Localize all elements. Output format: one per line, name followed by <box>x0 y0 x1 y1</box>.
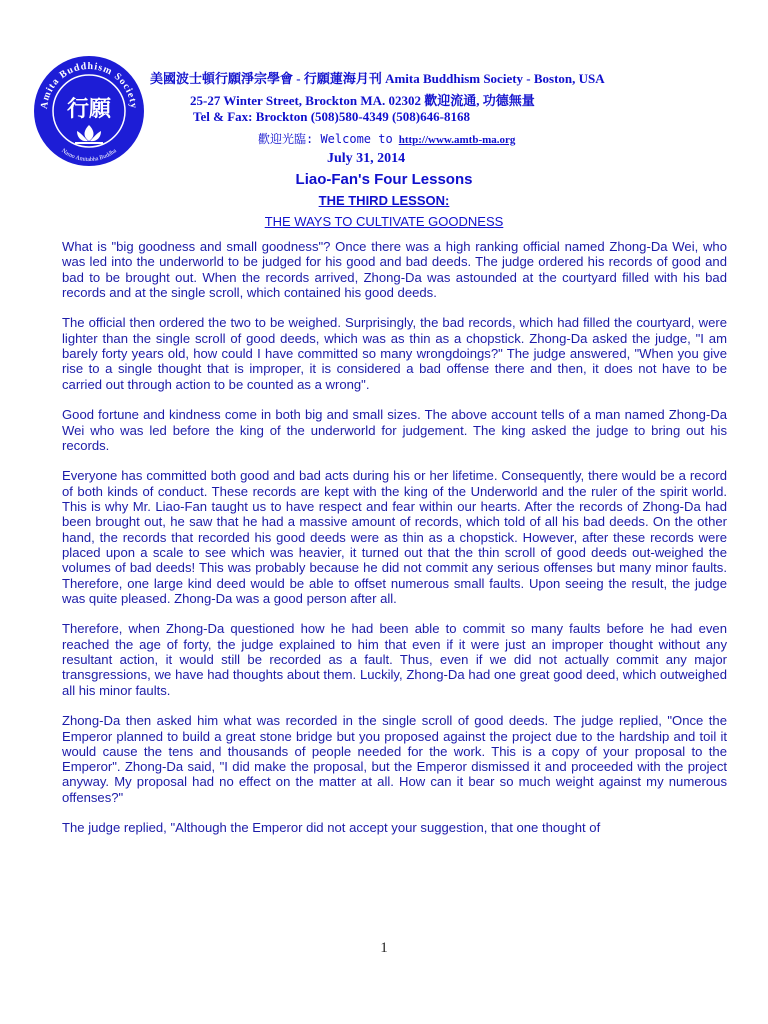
lesson-subheading: THE WAYS TO CULTIVATE GOODNESS <box>264 214 504 229</box>
logo-ring-text-bottom: Namo Amitabha Buddha <box>60 148 118 164</box>
welcome-line <box>258 130 515 147</box>
page-number: 1 <box>380 940 388 956</box>
website-link[interactable]: http://www.amtb-ma.org <box>398 134 516 146</box>
lesson-heading: THE THIRD LESSON: <box>318 193 450 208</box>
paragraph: The judge replied, "Although the Emperor did not accept your suggestion, that one thought of <box>62 820 601 836</box>
paragraph: Zhong-Da then asked him what was recorded in the single scroll of good deeds. The judge replied, "Once the Emperor planned to build a great stone bridge but you proposed against the project due to the hardship and toil it would cause the tens and thousands of people needed for the work. This is a copy of your proposal to the Emperor". Zhong-Da said, "I did make the proposal, but the Emperor dismissed it and proceeded with the project anyway. My proposal had no effect on the matter at all. How can it bear so much weight against my numerous offenses?" <box>62 713 727 805</box>
paragraph: What is "big goodness and small goodness"? Once there was a high ranking official named Zhong-Da Wei, who was led into the underworld to be judged for his good and bad deeds. The judge ordered his records of good and bad to be brought out. When the records arrived, Zhong-Da was astounded at the courtyard filled with his bad records and at the single scroll, which contained his good deeds. <box>62 239 727 300</box>
logo-ring-text-top: Amita Buddhism Society <box>38 60 140 110</box>
article-title: Liao-Fan's Four Lessons <box>295 171 473 188</box>
society-name-line: 美國波士頓行願淨宗學會 - 行願蓮海月刊 Amita Buddhism Society - Boston, USA <box>150 71 605 86</box>
society-logo <box>33 55 145 167</box>
paragraph: Therefore, when Zhong-Da questioned how he had been able to commit so many faults before he had even reached the age of forty, the judge explained to him that even if it were just an improper thought without any resultant action, it would still be recorded as a fault. Thus, even if we did not actually commit any major transgressions, we have had thoughts about them. Luckily, Zhong-Da had one great good deed, which outweighed all his minor faults. <box>62 621 727 698</box>
welcome-label: 歡迎光臨: Welcome to <box>258 132 393 146</box>
paragraph: Good fortune and kindness come in both big and small sizes. The above account tells of a man named Zhong-Da Wei who was led before the king of the underworld for judgement. The king asked the judge to bring out his records. <box>62 407 727 453</box>
logo-center-text: 行願 <box>66 96 112 122</box>
issue-date: July 31, 2014 <box>327 151 406 166</box>
paragraph: Everyone has committed both good and bad acts during his or her lifetime. Consequently, there would be a record of both kinds of conduct. These records are kept with the king of the Underworld and the ruler of the spirit world. This is why Mr. Liao-Fan taught us to have respect and fear within our hearts. After the records of Zhong-Da had been brought out, he saw that he had a massive amount of records, which told of all his bad deeds. On the other hand, the records that recorded his good deeds were as thin as a chopstick. However, after these records were placed upon a scale to see which was heavier, it turned out that the thin scroll of good deeds out-weighed the volumes of bad deeds! This was probably because he did not commit any serious offenses but many minor faults. Therefore, one large kind deed would be able to offset numerous small faults. Upon seeing the result, the judge was quite pleased. Zhong-Da was a good person after all. <box>62 468 727 606</box>
article-body <box>62 239 727 851</box>
paragraph: The official then ordered the two to be weighed. Surprisingly, the bad records, which had filled the courtyard, were lighter than the single scroll of good deeds, which was as thin as a chopstick. Zhong-Da asked the judge, "I am barely forty years old, how could I have committed so many wrongdoings?" The judge answered, "When you give rise to a single thought that is improper, it is considered a bad offense there and then, it does not have to be carried out through action to be counted as a wrong". <box>62 315 727 392</box>
address-line: 25-27 Winter Street, Brockton MA. 02302 歡迎流通, 功德無量 <box>190 93 535 108</box>
phone-line: Tel & Fax: Brockton (508)580-4349 (508)646-8168 <box>193 109 470 124</box>
